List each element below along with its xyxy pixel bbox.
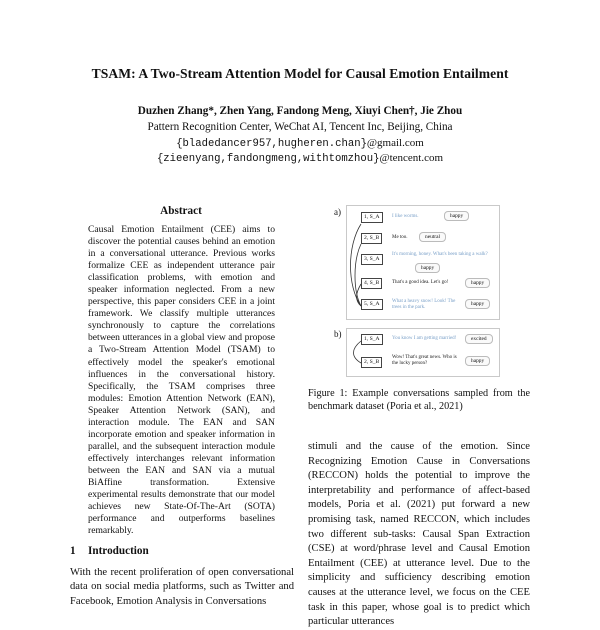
email-2-domain: @tencent.com: [379, 152, 444, 164]
utterance-node-2: 2, S_B: [361, 233, 382, 244]
abstract-heading: Abstract: [160, 205, 202, 217]
utterance-node-b1: 1, S_A: [361, 334, 383, 345]
email-1-domain: @gmail.com: [366, 137, 424, 149]
emotion-label-1: happy: [444, 211, 469, 221]
abstract-text: Causal Emotion Entailment (CEE) aims to discover the potential causes behind an emotion in a conversational utterance. Previous works formalize CEE as independent utterance pair classification problems, with emotion and speaker information neglected. From a new perspective, this paper considers CEE in a joint framework. We classify multiple utterances synchronously to capture the correlations between utterances in a global view and propose a Two-Stream Attention Model (TSAM) to effectively model the speaker's emotional influences in the conversational history. Specifically, the TSAM comprises three modules: Emotion Attention Network (EAN), Speaker Attention Network (SAN), and interaction module. The EAN and SAN incorporate emotion and speaker information in parallel, and the subsequent interaction module effectively interchanges relevant information between the EAN and SAN via a mutual BiAffine transformation. Extensive experimental results demonstrate that our model achieves new State-Of-The-Art (SOTA) performance and outperforms baselines remarkably.: [88, 224, 275, 537]
emotion-label-4: happy: [465, 278, 490, 288]
utterance-text-3: It's morning, honey. What's been taking a walk?: [392, 252, 488, 257]
utterance-node-1: 1, S_A: [361, 212, 383, 223]
email-1-users: {bladedancer957,hugheren.chan}: [176, 138, 367, 150]
section-number: 1: [70, 545, 76, 557]
email-2-users: {zieenyang,fandongmeng,withtomzhou}: [156, 153, 380, 165]
section-heading-introduction: [70, 545, 149, 557]
introduction-text: With the recent proliferation of open conversational data on social media platforms, such as Twitter and Facebook, Emotion Analysis in Conversations: [70, 567, 294, 607]
utterance-text-b1: You know I am getting married!: [392, 336, 457, 341]
utterance-node-5: 5, S_A: [361, 299, 383, 310]
utterance-node-b2: 2, S_B: [361, 357, 382, 368]
affiliation: Pattern Recognition Center, WeChat AI, Tencent Inc, Beijing, China: [147, 121, 453, 133]
utterance-node-3: 3, S_A: [361, 254, 383, 265]
emotion-label-2: neutral: [419, 232, 446, 242]
figure-panel-b: [346, 328, 500, 377]
paper-title: TSAM: A Two-Stream Attention Model for Causal Emotion Entailment: [91, 66, 509, 81]
utterance-node-4: 4, S_B: [361, 278, 382, 289]
right-column-text: stimuli and the cause of the emotion. Since Recognizing Emotion Cause in Conversations (RECCON) holds the potential to improve the interpretability and performance of affect-based models, Poria et al. (2021) put forward a new promising task, named RECCON, which includes two different sub-tasks: Causal Span Extraction (CSE) at word/phrase level and Causal Emotion Entailment (CEE) at utterance level. Due to the simplicity and sufficiency describing emotion causes at the utterance level, we focus on the CEE task in this paper, whose goal is to predict which particular utterances: [308, 441, 530, 628]
emotion-label-b1: excited: [465, 334, 493, 344]
utterance-text-b2: Wow! That's great news. Who is the lucky person?: [392, 355, 457, 366]
utterance-text-4: That's a good idea. Let's go!: [392, 280, 449, 285]
emotion-label-b2: happy: [465, 356, 490, 366]
utterance-text-2: Me too.: [392, 235, 408, 240]
emotion-label-5: happy: [465, 299, 490, 309]
figure-caption: Figure 1: Example conversations sampled from the benchmark dataset (Poria et al., 2021): [308, 388, 530, 412]
arrow-1-to-2: [354, 341, 362, 363]
utterance-text-5: What a heavy snow! Look! The trees in the park.: [392, 299, 456, 310]
emotion-label-3: happy: [415, 263, 440, 273]
figure-panel-b-label: b): [334, 329, 342, 339]
figure-panel-a-label: a): [334, 207, 341, 217]
figure-panel-a: [346, 205, 500, 320]
author-list: Duzhen Zhang*, Zhen Yang, Fandong Meng, Xiuyi Chen†, Jie Zhou: [137, 105, 463, 117]
section-title: Introduction: [88, 545, 149, 557]
utterance-text-1: I like worms.: [392, 214, 419, 219]
email-line-2: [0, 152, 600, 165]
email-line-1: [0, 137, 600, 150]
